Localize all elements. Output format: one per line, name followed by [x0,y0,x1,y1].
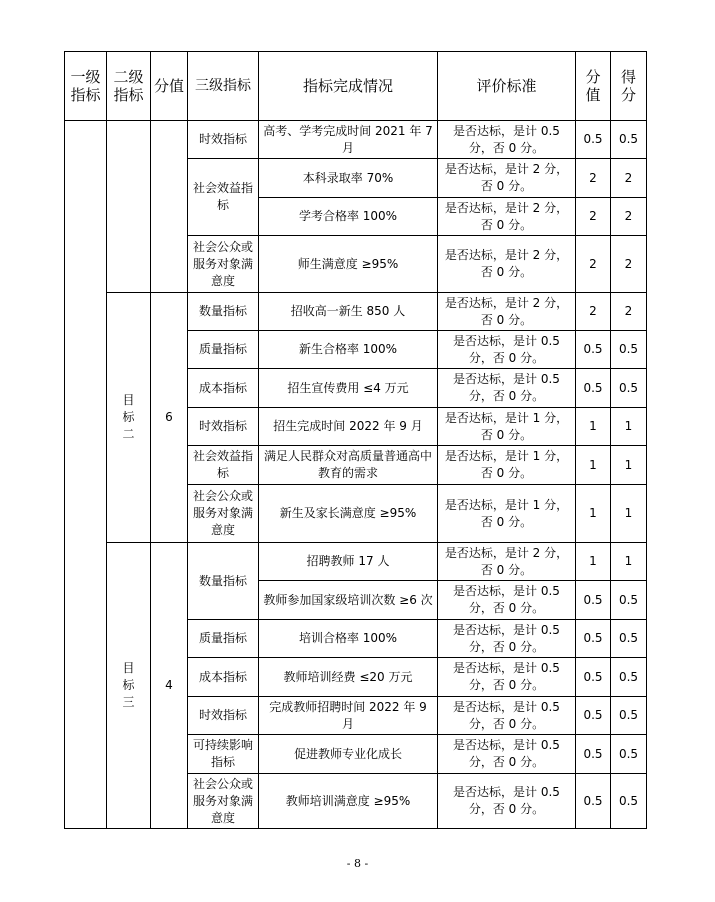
completion-cell: 完成教师招聘时间 2022 年 9 月 [259,697,438,735]
header-standard: 评价标准 [438,52,576,121]
completion-cell: 教师培训满意度 ≥95% [259,774,438,829]
earned-cell: 0.5 [611,331,647,369]
value-cell: 2 [576,293,611,331]
level2-cell [107,121,151,293]
level2-cell [107,543,151,829]
level3-cell: 社会公众或服务对象满意度 [188,485,259,543]
level3-cell: 成本指标 [188,369,259,408]
value-cell: 0.5 [576,620,611,658]
completion-cell: 招收高一新生 850 人 [259,293,438,331]
value-cell: 0.5 [576,735,611,774]
standard-cell: 是否达标，是计 0.5 分，否 0 分。 [438,121,576,159]
table-row [65,293,647,331]
table-row [65,121,647,159]
value-cell: 2 [576,159,611,198]
level3-cell: 时效指标 [188,408,259,446]
value-cell: 0.5 [576,369,611,408]
header-earned: 得分 [611,52,647,121]
level3-cell: 数量指标 [188,543,259,620]
earned-cell: 0.5 [611,697,647,735]
standard-cell: 是否达标，是计 1 分，否 0 分。 [438,408,576,446]
earned-cell: 2 [611,198,647,236]
value-cell: 1 [576,485,611,543]
standard-cell: 是否达标，是计 0.5 分，否 0 分。 [438,658,576,697]
value-cell: 2 [576,236,611,293]
level3-cell: 成本指标 [188,658,259,697]
completion-cell: 高考、学考完成时间 2021 年 7 月 [259,121,438,159]
completion-cell: 满足人民群众对高质量普通高中教育的需求 [259,446,438,485]
standard-cell: 是否达标，是计 0.5 分，否 0 分。 [438,369,576,408]
earned-cell: 0.5 [611,620,647,658]
completion-cell: 招生宣传费用 ≤4 万元 [259,369,438,408]
score-cell [151,121,188,293]
earned-cell: 1 [611,446,647,485]
completion-cell: 促进教师专业化成长 [259,735,438,774]
value-cell: 2 [576,198,611,236]
completion-cell: 教师参加国家级培训次数 ≥6 次 [259,581,438,620]
standard-cell: 是否达标，是计 0.5 分，否 0 分。 [438,581,576,620]
header-level1: 一级指标 [65,52,107,121]
header-score: 分值 [151,52,188,121]
page-number: - 8 - [346,857,369,870]
level3-cell: 社会公众或服务对象满意度 [188,774,259,829]
score-cell: 4 [151,543,188,829]
level3-cell: 社会效益指标 [188,159,259,236]
value-cell: 1 [576,408,611,446]
standard-cell: 是否达标，是计 2 分，否 0 分。 [438,236,576,293]
earned-cell: 2 [611,293,647,331]
standard-cell: 是否达标，是计 0.5 分，否 0 分。 [438,620,576,658]
standard-cell: 是否达标，是计 0.5 分，否 0 分。 [438,735,576,774]
completion-cell: 新生合格率 100% [259,331,438,369]
completion-cell: 招生完成时间 2022 年 9 月 [259,408,438,446]
standard-cell: 是否达标，是计 2 分，否 0 分。 [438,293,576,331]
header-row [65,52,647,121]
header-level3: 三级指标 [188,52,259,121]
header-level2: 二级指标 [107,52,151,121]
earned-cell: 1 [611,543,647,581]
level3-cell: 社会效益指标 [188,446,259,485]
standard-cell: 是否达标，是计 0.5 分，否 0 分。 [438,697,576,735]
earned-cell: 0.5 [611,121,647,159]
completion-cell: 学考合格率 100% [259,198,438,236]
value-cell: 0.5 [576,658,611,697]
group3-name: 目 标 三 [122,661,135,709]
earned-cell: 0.5 [611,774,647,829]
level1-cell [65,121,107,829]
level3-cell: 时效指标 [188,121,259,159]
standard-cell: 是否达标，是计 1 分，否 0 分。 [438,485,576,543]
standard-cell: 是否达标，是计 0.5 分，否 0 分。 [438,331,576,369]
standard-cell: 是否达标，是计 2 分，否 0 分。 [438,159,576,198]
standard-cell: 是否达标，是计 2 分，否 0 分。 [438,198,576,236]
value-cell: 0.5 [576,581,611,620]
performance-table [64,51,647,829]
earned-cell: 2 [611,236,647,293]
earned-cell: 0.5 [611,735,647,774]
standard-cell: 是否达标，是计 2 分，否 0 分。 [438,543,576,581]
level3-cell: 质量指标 [188,331,259,369]
level2-cell [107,293,151,543]
earned-cell: 0.5 [611,369,647,408]
value-cell: 0.5 [576,774,611,829]
value-cell: 0.5 [576,697,611,735]
completion-cell: 本科录取率 70% [259,159,438,198]
completion-cell: 招聘教师 17 人 [259,543,438,581]
level3-cell: 时效指标 [188,697,259,735]
table-row [65,543,647,581]
completion-cell: 师生满意度 ≥95% [259,236,438,293]
value-cell: 0.5 [576,121,611,159]
completion-cell: 新生及家长满意度 ≥95% [259,485,438,543]
level3-cell: 可持续影响指标 [188,735,259,774]
level3-cell: 数量指标 [188,293,259,331]
value-cell: 1 [576,446,611,485]
earned-cell: 1 [611,408,647,446]
earned-cell: 2 [611,159,647,198]
level3-cell: 质量指标 [188,620,259,658]
group2-name: 目 标 二 [122,393,135,441]
score-cell: 6 [151,293,188,543]
standard-cell: 是否达标，是计 1 分，否 0 分。 [438,446,576,485]
completion-cell: 教师培训经费 ≤20 万元 [259,658,438,697]
value-cell: 0.5 [576,331,611,369]
value-cell: 1 [576,543,611,581]
header-value: 分值 [576,52,611,121]
earned-cell: 0.5 [611,581,647,620]
completion-cell: 培训合格率 100% [259,620,438,658]
level3-cell: 社会公众或服务对象满意度 [188,236,259,293]
header-completion: 指标完成情况 [259,52,438,121]
earned-cell: 0.5 [611,658,647,697]
earned-cell: 1 [611,485,647,543]
standard-cell: 是否达标，是计 0.5 分，否 0 分。 [438,774,576,829]
